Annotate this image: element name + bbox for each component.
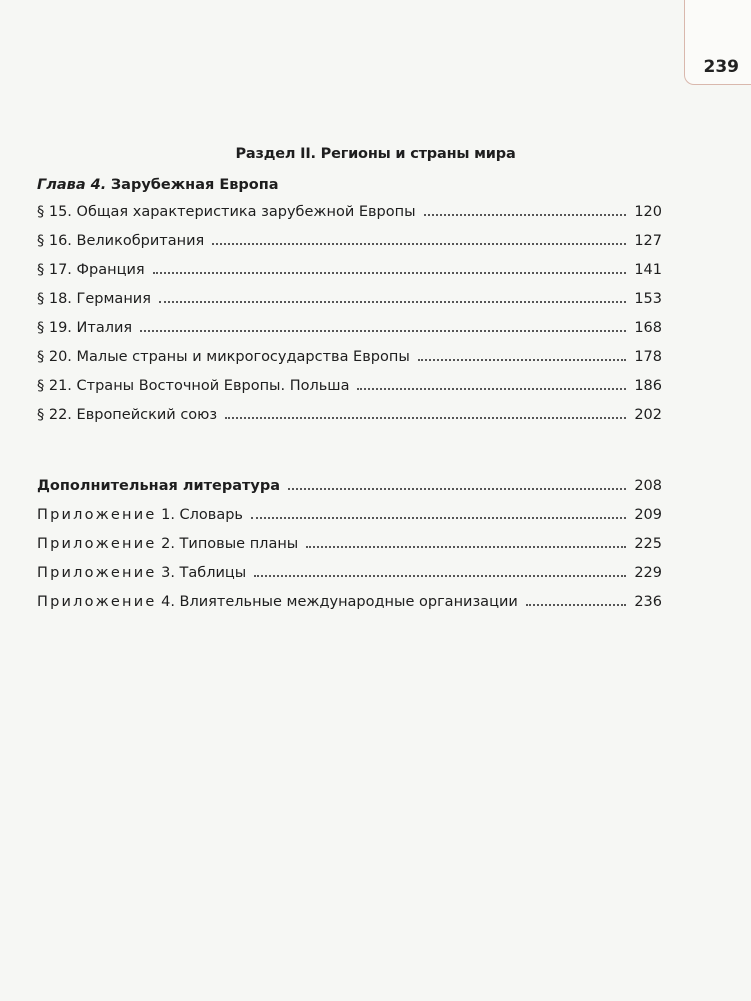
toc-entry-page: 153 [634, 291, 662, 307]
toc-entry[interactable] [37, 233, 662, 262]
toc-entry-page: 236 [634, 594, 662, 610]
toc-entry-page: 120 [634, 204, 662, 220]
toc-dot-leader [357, 388, 626, 390]
toc-entry-label: § 16. Великобритания [37, 233, 205, 249]
toc-dot-leader [306, 546, 626, 548]
toc-entry[interactable] [37, 262, 662, 291]
toc-dot-leader [418, 359, 627, 361]
toc-entry-label: 4. Влиятельные международные организации [156, 594, 518, 610]
toc-entry[interactable] [37, 349, 662, 378]
toc-entry-appendix[interactable] [37, 536, 662, 565]
toc-entry-page: 186 [634, 378, 662, 394]
toc-dot-leader [140, 330, 626, 332]
toc-entry-page: 127 [634, 233, 662, 249]
toc-main-list [37, 204, 662, 436]
toc-entry[interactable] [37, 204, 662, 233]
toc-entry-label: § 17. Франция [37, 262, 145, 278]
toc-entry-label: 3. Таблицы [156, 565, 247, 581]
toc-dot-leader [288, 488, 626, 490]
toc-entry-page: 168 [634, 320, 662, 336]
toc-entry-label-group [37, 594, 526, 610]
toc-entry[interactable] [37, 378, 662, 407]
toc-entry-label: § 19. Италия [37, 320, 133, 336]
toc-entry-page: 141 [634, 262, 662, 278]
toc-entry-appendix[interactable] [37, 565, 662, 594]
section-title: Раздел II. Регионы и страны мира [235, 146, 516, 162]
toc-appendix-list [37, 478, 662, 623]
toc-entry[interactable] [37, 291, 662, 320]
toc-dot-leader [424, 214, 627, 216]
page-number: 239 [703, 57, 739, 77]
toc-dot-leader [153, 272, 627, 274]
toc-entry-page: 202 [634, 407, 662, 423]
toc-entry-label: 2. Типовые планы [156, 536, 299, 552]
chapter-heading [37, 177, 279, 193]
toc-entry-page: 208 [634, 478, 662, 494]
toc-dot-leader [254, 575, 626, 577]
toc-entry-page: 225 [634, 536, 662, 552]
toc-entry[interactable] [37, 407, 662, 436]
toc-dot-leader [251, 517, 626, 519]
toc-dot-leader [159, 301, 626, 303]
toc-dot-leader [225, 417, 626, 419]
appendix-prefix: Приложение [37, 594, 157, 610]
toc-dot-leader [526, 604, 627, 606]
appendix-prefix: Приложение [37, 507, 157, 523]
toc-entry-label: § 18. Германия [37, 291, 151, 307]
toc-entry-appendix[interactable] [37, 594, 662, 623]
toc-entry-appendix[interactable] [37, 507, 662, 536]
toc-entry-label: § 15. Общая характеристика зарубежной Европы [37, 204, 416, 220]
toc-dot-leader [212, 243, 626, 245]
toc-entry-page: 229 [634, 565, 662, 581]
appendix-prefix: Приложение [37, 536, 157, 552]
appendix-prefix: Приложение [37, 565, 157, 581]
toc-entry-label-group [37, 507, 251, 523]
toc-entry-label-group [37, 565, 254, 581]
toc-entry-label: § 20. Малые страны и микрогосударства Европы [37, 349, 410, 365]
toc-entry-label: § 22. Европейский союз [37, 407, 218, 423]
toc-entry-page: 209 [634, 507, 662, 523]
toc-entry[interactable] [37, 320, 662, 349]
toc-entry-label: Дополнительная литература [37, 478, 281, 494]
chapter-title: Зарубежная Европа [110, 177, 279, 193]
toc-entry-literature[interactable] [37, 478, 662, 507]
toc-entry-page: 178 [634, 349, 662, 365]
toc-entry-label: 1. Словарь [156, 507, 243, 523]
toc-entry-label: § 21. Страны Восточной Европы. Польша [37, 378, 350, 394]
toc-entry-label-group [37, 536, 306, 552]
chapter-label: Глава 4. [37, 177, 107, 193]
